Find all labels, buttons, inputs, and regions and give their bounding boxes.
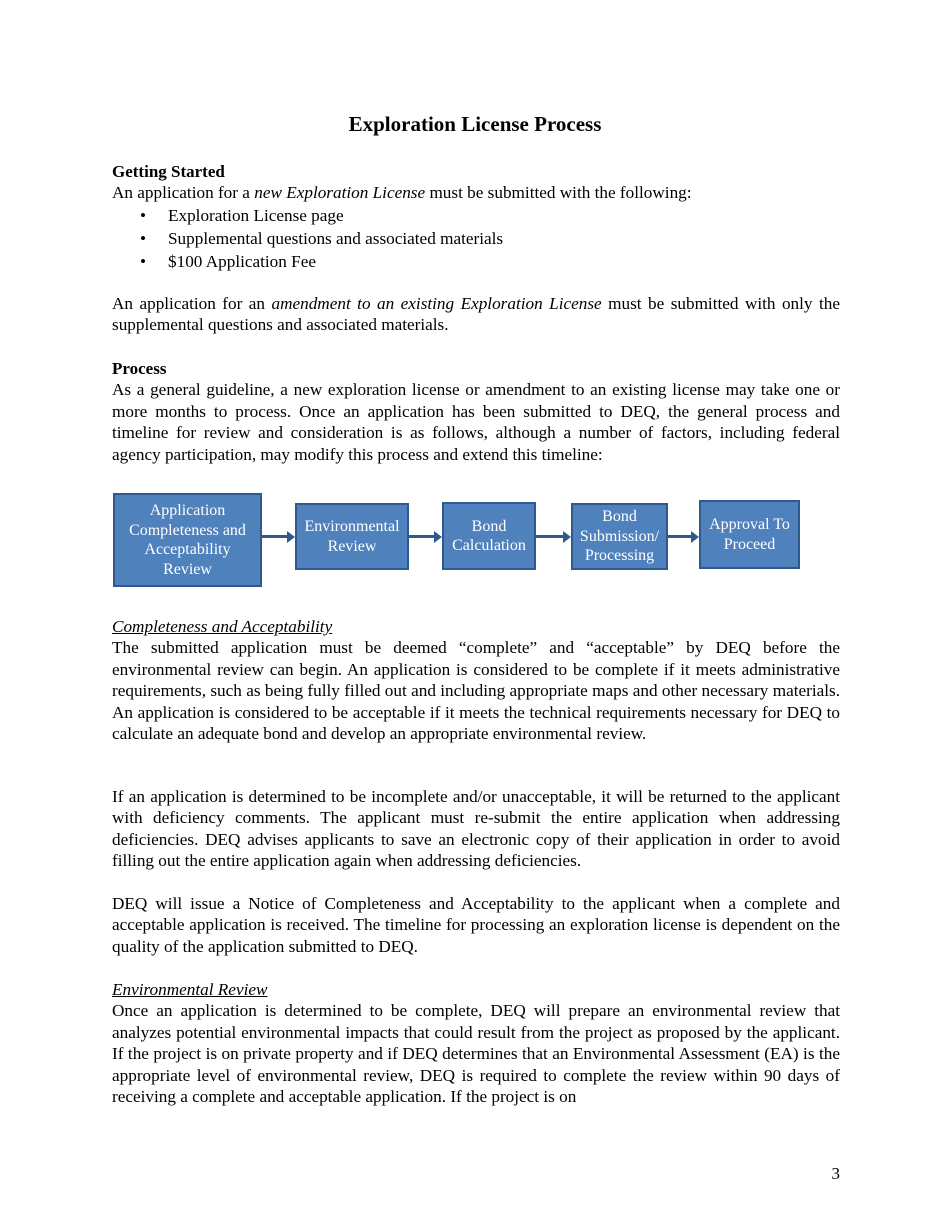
completeness-section	[112, 616, 840, 744]
intro-text: An application for a	[112, 183, 255, 203]
bullet-icon: •	[140, 228, 147, 248]
bullet-icon: •	[140, 205, 147, 225]
getting-started-intro	[112, 182, 840, 203]
completeness-paragraph-1: The submitted application must be deemed “complete” and “acceptable” by DEQ before the environmental review can begin. An application is considered to be complete if it meets administrative requirements, such as being fully filled out and including appropriate maps and other necessary materials. An application is considered to be acceptable if it meets the technical requirements necessary for DEQ to calculate an adequate bond and develop an appropriate environmental review.	[112, 638, 840, 744]
step-label: Completeness and	[129, 521, 246, 539]
process-paragraph: As a general guideline, a new exploration license or amendment to an existing license may take one or more months to process. Once an application has been submitted to DEQ, the general process and timeline for review and consideration is as follows, although a number of factors, including federal agency participation, may modify this process and extend this timeline:	[112, 380, 840, 464]
arrow-icon	[409, 535, 435, 538]
completeness-paragraph-3-block	[112, 893, 840, 957]
step-bond-calculation	[442, 502, 536, 570]
getting-started-heading: Getting Started	[112, 162, 225, 181]
step-label: Review	[327, 537, 377, 555]
step-label: Acceptability	[144, 541, 231, 558]
page-number: 3	[831, 1164, 840, 1183]
amend-emphasis: amendment to an existing Exploration License	[271, 294, 602, 313]
step-approval	[699, 500, 800, 569]
requirements-list	[112, 204, 840, 273]
completeness-paragraph-2-block	[112, 786, 840, 872]
step-label: Proceed	[723, 535, 776, 553]
intro-text-end: must be submitted with the following:	[425, 183, 692, 203]
getting-started-section	[112, 161, 840, 273]
completeness-paragraph-3: DEQ will issue a Notice of Completeness and Acceptability to the applicant when a complete and acceptable application is received. The timeline for processing an exploration license is dependent on the quality of the application submitted to DEQ.	[112, 894, 840, 956]
list-item-text: $100 Application Fee	[168, 251, 316, 271]
arrow-icon	[668, 535, 692, 538]
step-bond-submission	[571, 503, 668, 570]
environmental-review-heading: Environmental Review	[112, 980, 268, 999]
amendment-paragraph-block	[112, 293, 840, 336]
bullet-icon: •	[140, 251, 147, 271]
process-heading: Process	[112, 359, 167, 378]
step-completeness-review	[113, 493, 262, 587]
list-item	[112, 227, 840, 250]
environmental-review-paragraph: Once an application is determined to be complete, DEQ will prepare an environmental review that analyzes potential environmental impacts that could result from the project as proposed by the applicant. If the project is on private property and if DEQ determines that an Environmental Assessment (EA) is the appropriate level of environmental review, DEQ is required to complete the review within 90 days of receiving a complete and acceptable application. If the project is on	[112, 1001, 840, 1107]
amendment-paragraph	[112, 293, 840, 336]
amend-text: An application for an	[112, 294, 272, 313]
step-label: Bond	[602, 508, 637, 526]
arrow-icon	[262, 535, 288, 538]
step-label: Review	[163, 560, 212, 578]
list-item-text: Exploration License page	[168, 205, 344, 225]
list-item-text: Supplemental questions and associated materials	[168, 228, 504, 248]
step-label: Application	[149, 502, 226, 519]
step-label: Processing	[584, 547, 655, 565]
intro-emphasis: new Exploration License	[254, 183, 426, 203]
page-title: Exploration License Process	[348, 112, 602, 136]
step-label: Bond	[471, 517, 507, 535]
step-label: Submission/	[579, 527, 660, 545]
environmental-review-section	[112, 979, 840, 1107]
step-label: Approval To	[709, 516, 790, 533]
step-label: Calculation	[452, 537, 526, 554]
arrow-icon	[536, 535, 564, 538]
amend-text-end: must be submitted with only the supplemental questions and associated materials.	[112, 294, 840, 335]
list-item	[112, 250, 840, 273]
completeness-heading: Completeness and Acceptability	[112, 617, 333, 636]
step-label: Environmental	[304, 518, 400, 535]
completeness-paragraph-2: If an application is determined to be incomplete and/or unacceptable, it will be returned to the applicant with deficiency comments. The applicant must re-submit the entire application when addressing deficiencies. DEQ advises applicants to save an electronic copy of their application in order to avoid filling out the entire application again when addressing deficiencies.	[112, 787, 840, 871]
list-item	[112, 204, 840, 227]
process-section	[112, 358, 840, 465]
step-environmental-review	[295, 503, 409, 570]
